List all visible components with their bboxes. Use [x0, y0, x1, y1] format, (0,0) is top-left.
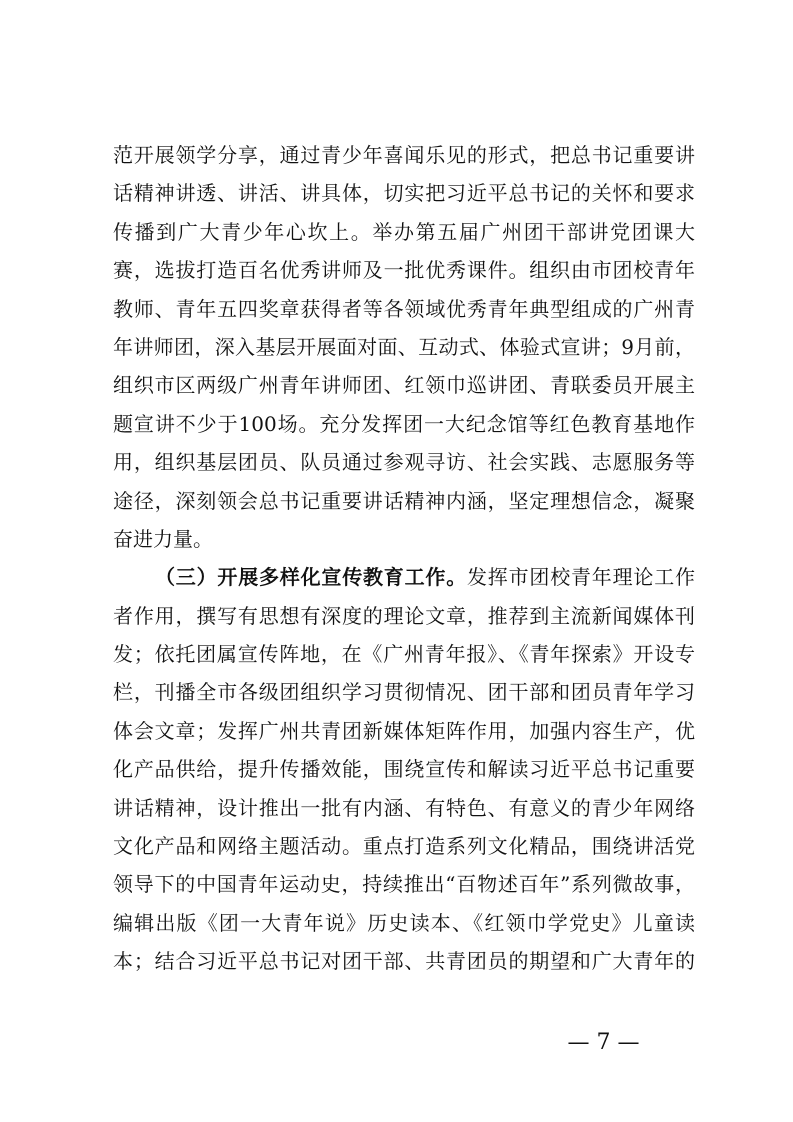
text-line: 年讲师团，深入基层开展面对面、互动式、体验式宣讲；9月前，: [113, 334, 695, 359]
text-line: 体会文章；发挥广州共青团新媒体矩阵作用，加强内容生产，优: [113, 718, 695, 743]
text-line: 者作用，撰写有思想有深度的理论文章，推荐到主流新闻媒体刊: [113, 603, 695, 628]
text-line: 本；结合习近平总书记对团干部、共青团员的期望和广大青年的: [113, 949, 695, 974]
text-line: 途径，深刻领会总书记重要讲话精神内涵，坚定理想信念，凝聚: [113, 488, 695, 513]
text-line: 讲话精神，设计推出一批有内涵、有特色、有意义的青少年网络: [113, 795, 695, 820]
body-text: [113, 136, 695, 981]
text-line: 文化产品和网络主题活动。重点打造系列文化精品，围绕讲活党: [113, 834, 695, 859]
text-line: 题宣讲不少于100场。充分发挥团一大纪念馆等红色教育基地作: [113, 411, 695, 436]
text-line: 发；依托团属宣传阵地，在《广州青年报》、《青年探索》开设专: [113, 642, 695, 667]
text-line: 组织市区两级广州青年讲师团、红领巾巡讲团、青联委员开展主: [113, 373, 695, 398]
text-line: 传播到广大青少年心坎上。举办第五届广州团干部讲党团课大: [113, 219, 695, 244]
text-run: 发挥市团校青年理论工作: [467, 565, 696, 590]
section-heading: （三）开展多样化宣传教育工作。: [155, 565, 467, 590]
text-line: 用，组织基层团员、队员通过参观寻访、社会实践、志愿服务等: [113, 450, 695, 475]
text-line: 编辑出版《团一大青年说》历史读本、《红领巾学党史》儿童读: [113, 910, 695, 935]
text-line: 范开展领学分享，通过青少年喜闻乐见的形式，把总书记重要讲: [113, 143, 695, 167]
paragraph-1: [113, 136, 695, 558]
text-line: 教师、青年五四奖章获得者等各领域优秀青年典型组成的广州青: [113, 296, 695, 321]
text-line: [113, 558, 695, 596]
page-number: — 7 —: [567, 1030, 640, 1055]
text-line: 赛，选拔打造百名优秀讲师及一批优秀课件。组织由市团校青年: [113, 258, 695, 283]
text-line: 话精神讲透、讲活、讲具体，切实把习近平总书记的关怀和要求: [113, 181, 695, 206]
paragraph-2: [113, 558, 695, 980]
text-line: 化产品供给，提升传播效能，围绕宣传和解读习近平总书记重要: [113, 757, 695, 782]
text-line: 栏，刊播全市各级团组织学习贯彻情况、团干部和团员青年学习: [113, 680, 695, 705]
text-line: 奋进力量。: [113, 526, 213, 551]
text-line: 领导下的中国青年运动史，持续推出“百物述百年”系列微故事，: [113, 872, 695, 897]
